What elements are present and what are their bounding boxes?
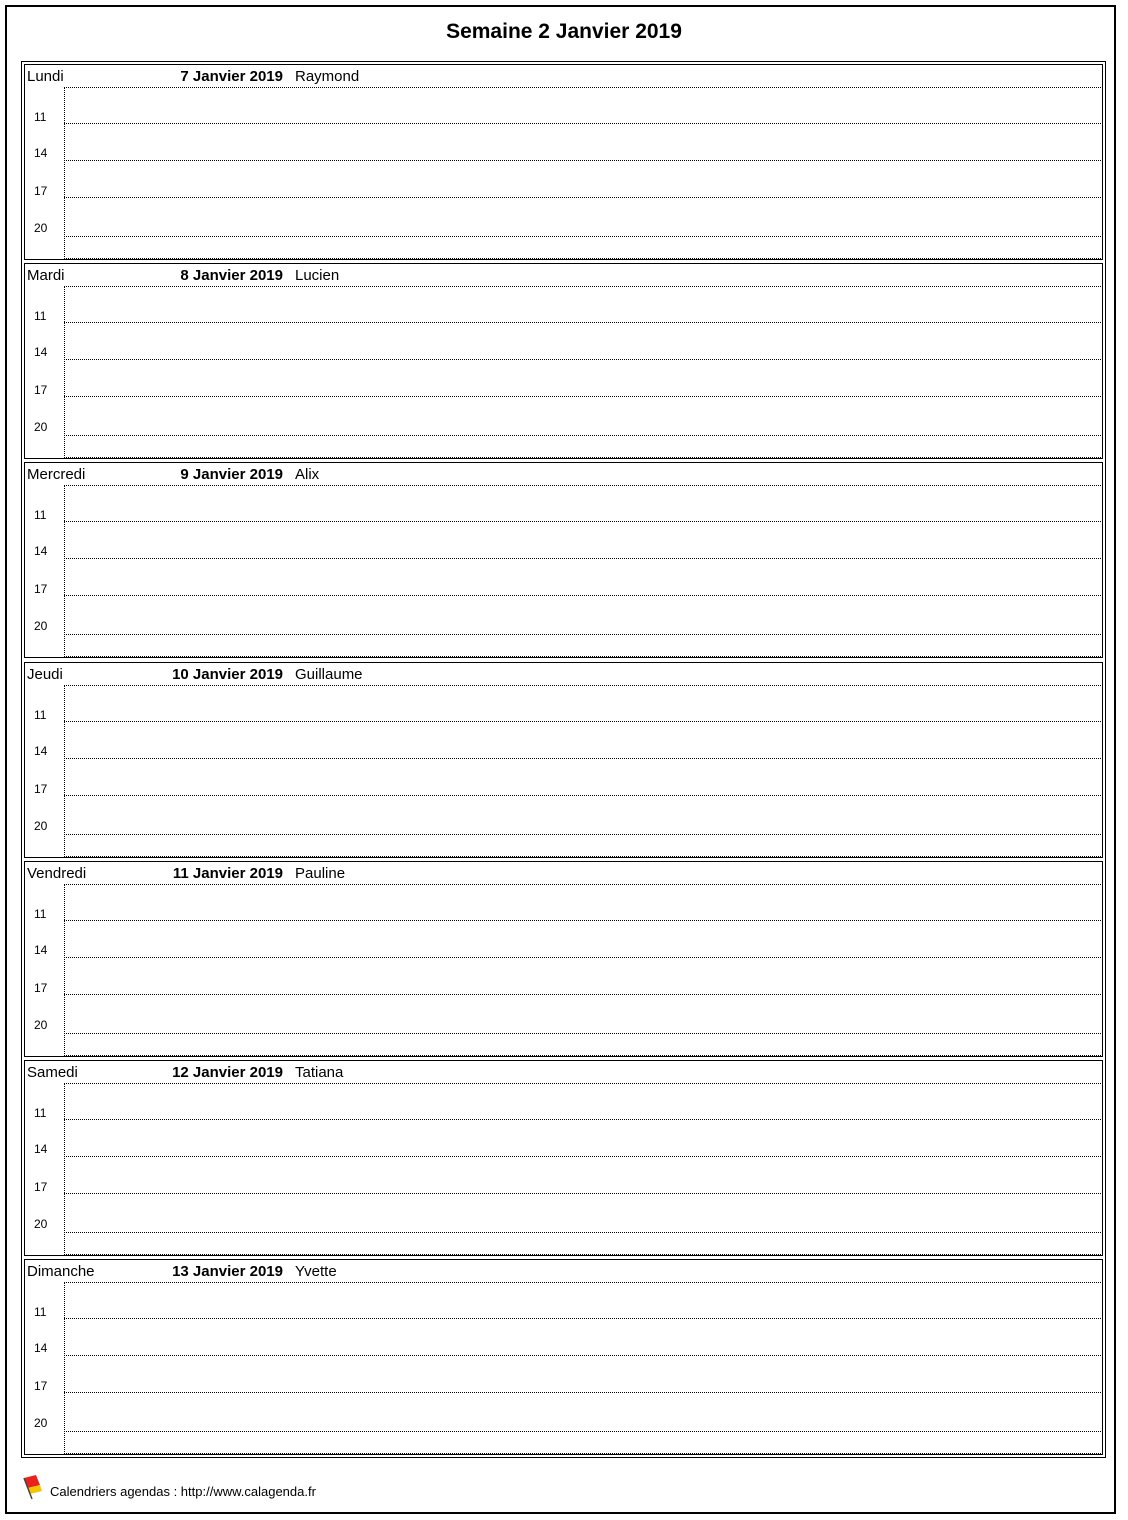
day-saint-name: Raymond <box>295 68 360 85</box>
hour-label: 20 <box>34 619 48 633</box>
hour-line <box>64 160 1103 161</box>
hour-line <box>64 322 1103 323</box>
day-block-vendredi <box>24 861 1103 1057</box>
hour-line <box>64 721 1103 722</box>
hour-label: 11 <box>34 110 47 124</box>
day-name: Lundi <box>27 68 64 85</box>
hour-line <box>64 920 1103 921</box>
hour-label: 17 <box>34 184 48 198</box>
week-agenda <box>21 61 1106 1458</box>
hour-line <box>64 123 1103 124</box>
hour-line <box>64 1156 1103 1157</box>
hour-label: 14 <box>34 345 48 359</box>
notes-top-line <box>64 685 1103 686</box>
day-name: Mardi <box>27 267 65 284</box>
day-block-lundi <box>24 64 1103 260</box>
hour-label: 11 <box>34 309 47 323</box>
hour-line <box>64 634 1103 635</box>
notes-area[interactable] <box>64 685 1103 857</box>
notes-area[interactable] <box>64 884 1103 1056</box>
day-saint-name: Lucien <box>295 267 340 284</box>
hour-line <box>64 1392 1103 1393</box>
hour-line <box>64 834 1103 835</box>
day-saint-name: Alix <box>295 466 320 483</box>
notes-bottom-line <box>64 258 1103 259</box>
hour-label: 20 <box>34 420 48 434</box>
day-date: 10 Janvier 2019 <box>172 666 283 683</box>
hour-line <box>64 1033 1103 1034</box>
day-date: 8 Janvier 2019 <box>180 267 283 284</box>
hour-line <box>64 1119 1103 1120</box>
hour-label: 17 <box>34 582 48 596</box>
day-saint-name: Guillaume <box>295 666 363 683</box>
day-date: 9 Janvier 2019 <box>180 466 283 483</box>
hour-label: 14 <box>34 1341 48 1355</box>
hour-label: 20 <box>34 819 48 833</box>
hour-line <box>64 236 1103 237</box>
day-name: Vendredi <box>27 865 87 882</box>
notes-top-line <box>64 1282 1103 1283</box>
hour-line <box>64 1431 1103 1432</box>
day-name: Samedi <box>27 1064 78 1081</box>
hour-line <box>64 758 1103 759</box>
day-date: 7 Janvier 2019 <box>180 68 283 85</box>
day-block-mardi <box>24 263 1103 459</box>
calagenda-flag-icon <box>22 1475 46 1501</box>
hour-label: 17 <box>34 383 48 397</box>
hour-line <box>64 1355 1103 1356</box>
day-name: Mercredi <box>27 466 86 483</box>
notes-top-line <box>64 485 1103 486</box>
hour-label: 14 <box>34 744 48 758</box>
notes-bottom-line <box>64 856 1103 857</box>
hour-label: 17 <box>34 981 48 995</box>
hour-label: 20 <box>34 1018 48 1032</box>
day-name: Dimanche <box>27 1263 95 1280</box>
notes-bottom-line <box>64 1453 1103 1454</box>
notes-area[interactable] <box>64 87 1103 259</box>
hour-label: 20 <box>34 221 48 235</box>
day-block-samedi <box>24 1060 1103 1256</box>
hour-label: 14 <box>34 943 48 957</box>
day-saint-name: Tatiana <box>295 1064 344 1081</box>
hour-line <box>64 558 1103 559</box>
day-saint-name: Pauline <box>295 865 346 882</box>
day-block-jeudi <box>24 662 1103 858</box>
hour-line <box>64 1193 1103 1194</box>
hour-line <box>64 359 1103 360</box>
notes-top-line <box>64 1083 1103 1084</box>
hour-line <box>64 595 1103 596</box>
day-block-dimanche <box>24 1259 1103 1455</box>
hour-line <box>64 994 1103 995</box>
hour-line <box>64 396 1103 397</box>
day-name: Jeudi <box>27 666 63 683</box>
notes-area[interactable] <box>64 1282 1103 1454</box>
notes-area[interactable] <box>64 485 1103 657</box>
hour-label: 11 <box>34 1305 47 1319</box>
notes-top-line <box>64 286 1103 287</box>
notes-bottom-line <box>64 457 1103 458</box>
hour-line <box>64 197 1103 198</box>
hour-label: 17 <box>34 1180 48 1194</box>
hour-line <box>64 521 1103 522</box>
notes-bottom-line <box>64 1055 1103 1056</box>
day-saint-name: Yvette <box>295 1263 337 1280</box>
hour-line <box>64 957 1103 958</box>
day-date: 13 Janvier 2019 <box>172 1263 283 1280</box>
hour-line <box>64 1318 1103 1319</box>
hour-label: 11 <box>34 708 47 722</box>
hour-line <box>64 1232 1103 1233</box>
hour-label: 20 <box>34 1416 48 1430</box>
day-block-mercredi <box>24 462 1103 658</box>
day-date: 12 Janvier 2019 <box>172 1064 283 1081</box>
day-date: 11 Janvier 2019 <box>172 865 283 882</box>
page-title: Semaine 2 Janvier 2019 <box>446 20 682 43</box>
notes-top-line <box>64 884 1103 885</box>
hour-label: 14 <box>34 146 48 160</box>
hour-label: 14 <box>34 544 48 558</box>
hour-label: 11 <box>34 907 47 921</box>
notes-bottom-line <box>64 1254 1103 1255</box>
notes-area[interactable] <box>64 286 1103 458</box>
notes-bottom-line <box>64 656 1103 657</box>
notes-top-line <box>64 87 1103 88</box>
hour-label: 14 <box>34 1142 48 1156</box>
notes-area[interactable] <box>64 1083 1103 1255</box>
hour-line <box>64 795 1103 796</box>
hour-label: 20 <box>34 1217 48 1231</box>
hour-label: 17 <box>34 782 48 796</box>
hour-line <box>64 435 1103 436</box>
footer-link-text[interactable]: Calendriers agendas : http://www.calagenda.fr <box>50 1484 316 1499</box>
hour-label: 17 <box>34 1379 48 1393</box>
hour-label: 11 <box>34 1106 47 1120</box>
hour-label: 11 <box>34 508 47 522</box>
